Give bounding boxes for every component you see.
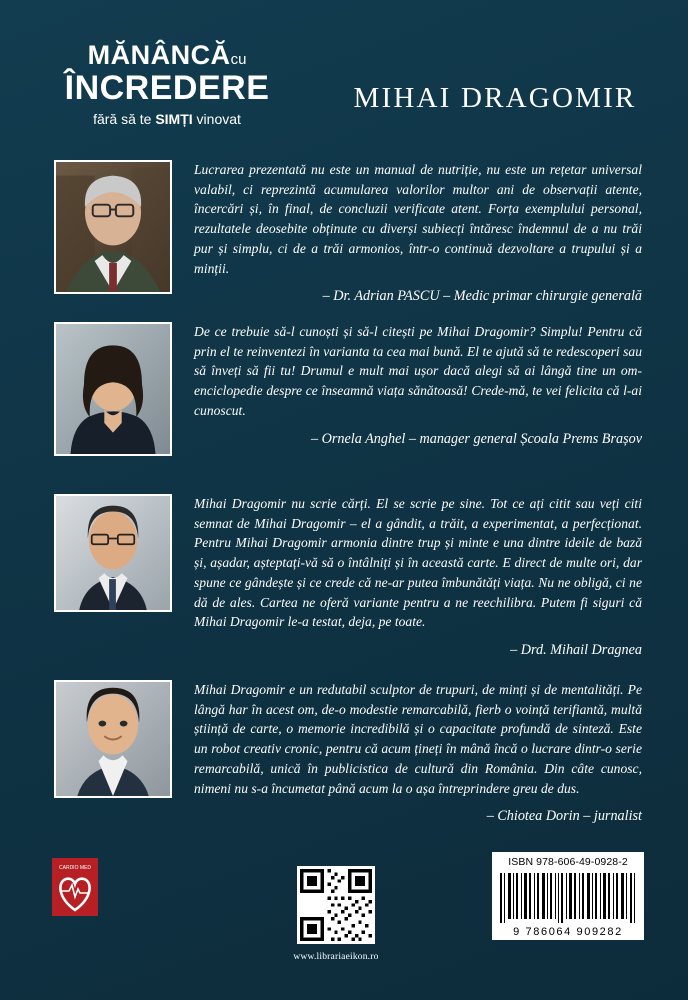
cover-header bbox=[0, 34, 688, 144]
title-subline-post: vinovat bbox=[192, 110, 241, 127]
barcode-digits: 9 786064 909282 bbox=[513, 926, 623, 938]
testimonial-text: Mihai Dragomir nu scrie cărți. El se scrie pe sine. Tot ce ați citit sau veți citi semnat de Mihai Dragomir – el a gândit, a trăit, a experimentat, a perfecționat. Pentru Mihai Dragomir armonia dintre trup și minte e una dintre ideile de bază și, așadar, așteptați-vă să o întâlniți și în această carte. E direct de multe ori, dar spune ce gândește și ce crede că ne-ar putea îmbunătăți viața. Nu ne obligă, ci ne dă de ales. Cartea ne oferă variante pentru a ne reechilibra. Putem fi siguri că Mihai Dragomir le-a testat, deja, pe toate. bbox=[194, 496, 642, 630]
isbn-barcode-block bbox=[492, 852, 644, 940]
isbn-number: ISBN 978-606-49-0928-2 bbox=[508, 856, 628, 868]
title-conjunction: cu bbox=[230, 51, 247, 68]
qr-code-icon[interactable] bbox=[297, 866, 375, 944]
website-url[interactable]: www.librariaeikon.ro bbox=[293, 952, 379, 962]
title-line-1 bbox=[62, 42, 272, 69]
title-subline-bold: SIMȚI bbox=[155, 110, 193, 127]
title-line-2: ÎNCREDERE bbox=[64, 69, 270, 107]
testimonial-block bbox=[54, 494, 642, 659]
testimonial-block bbox=[54, 160, 642, 305]
svg-text:CARDIO MED: CARDIO MED bbox=[59, 865, 91, 871]
portrait-photo bbox=[54, 322, 172, 456]
barcode-icon bbox=[496, 871, 640, 925]
book-title-logo bbox=[62, 42, 272, 127]
qr-code-block bbox=[272, 866, 400, 962]
testimonial-block bbox=[54, 322, 642, 448]
testimonial-text: Mihai Dragomir e un redutabil sculptor de trupuri, de minți și de mentalități. Pe lângă har în acest om, de-o modestie remarcabilă, fierb o voință terifiantă, multă știință de carte, o memorie incredibilă și o capacitate profundă de sinteză. Este un robot creativ cronic, pentru că acum țineți în mână încă o lucrare dintr-o serie remarcabilă, unică în publicistica de cultură din România. Din câte cunosc, nimeni nu s-a încumetat până acum la o așa întreprindere greu de dus. bbox=[194, 682, 642, 796]
portrait-photo bbox=[54, 160, 172, 294]
testimonial-block bbox=[54, 680, 642, 825]
testimonial-attribution: – Drd. Mihail Dragnea bbox=[510, 641, 642, 658]
portrait-photo bbox=[54, 494, 172, 612]
testimonial-attribution: – Chiotea Dorin – jurnalist bbox=[486, 808, 642, 825]
title-subline-pre: fără să te bbox=[93, 110, 156, 127]
publisher-heart-logo bbox=[52, 858, 98, 916]
testimonial-text: Lucrarea prezentată nu este un manual de nutriție, nu este un rețetar universal valabil, ci reprezintă acumularea valorilor multor ani de observații atente, încercări și, în final, de concluzii verificate atent. Forța exemplului personal, rezultatele deosebite obținute cu diverși subiecți întăresc îndemnul de a nu trăi pur și simplu, ci de a trăi armonios, într-o continuă dezvoltare a trupului și a minții. bbox=[194, 162, 642, 276]
testimonial-attribution: – Ornela Anghel – manager general Școala Prems Brașov bbox=[311, 430, 642, 447]
testimonial-attribution: – Dr. Adrian PASCU – Medic primar chirurgie generală bbox=[322, 288, 642, 305]
author-name: MIHAI DRAGOMIR bbox=[353, 82, 637, 114]
title-line-3 bbox=[62, 112, 272, 127]
portrait-photo bbox=[54, 680, 172, 798]
title-main-word: MĂNÂNCĂ bbox=[87, 40, 231, 70]
testimonial-text: De ce trebuie să-l cunoști și să-l citești pe Mihai Dragomir? Simplu! Pentru că prin el te reinventezi în varianta ta cea mai bună. El te ajută să te redescoperi sau să înveți să fii tu! Drumul e mult mai ușor dacă alegi să ai lângă tine un om-enciclopedie despre ce înseamnă viața sănătoasă! Crede-mă, te vei felicita că l-ai cunoscut. bbox=[194, 324, 642, 418]
